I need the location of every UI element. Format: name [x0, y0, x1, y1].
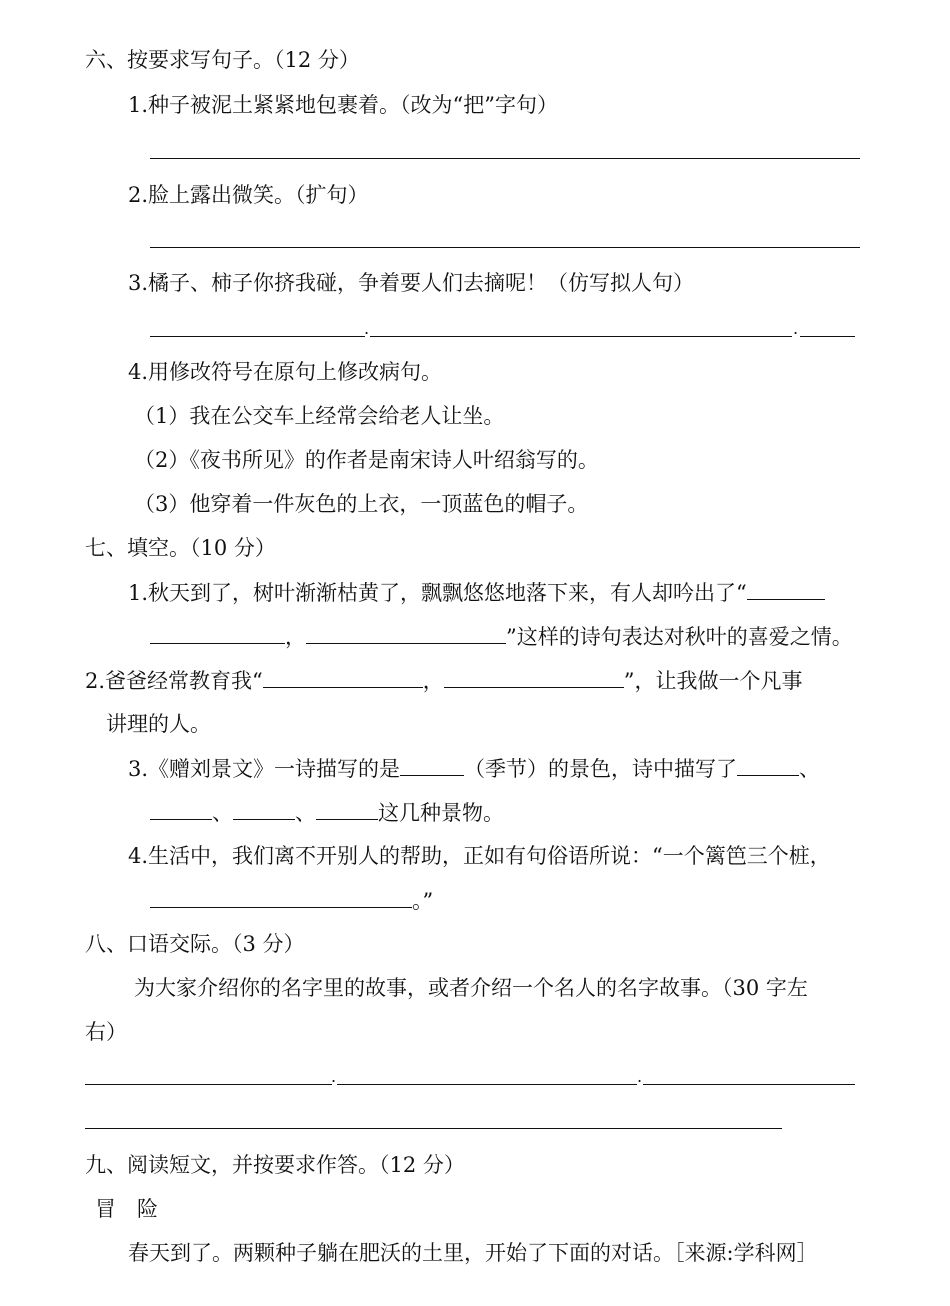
- fill-blank[interactable]: [444, 665, 624, 688]
- answer-line-8-d[interactable]: [85, 1128, 782, 1129]
- fill-blank[interactable]: [150, 797, 212, 820]
- separator-dot: .: [331, 1067, 337, 1086]
- answer-blank-8-b[interactable]: [337, 1084, 637, 1085]
- fill-blank[interactable]: [233, 797, 295, 820]
- question-7-2-line-2: 讲理的人。: [106, 712, 211, 736]
- question-7-4-line-2: 。”: [150, 885, 433, 916]
- fill-blank[interactable]: [150, 621, 285, 644]
- fill-blank[interactable]: [747, 577, 825, 600]
- question-7-4-line-1: 4.生活中，我们离不开别人的帮助，正如有句俗语所说：“一个篱笆三个桩，: [128, 844, 831, 868]
- question-7-1-line-2: ， ”这样的诗句表达对秋叶的喜爱之情。: [150, 621, 853, 652]
- fill-blank[interactable]: [263, 665, 423, 688]
- question-7-3-line-1: 3.《赠刘景文》一诗描写的是 （季节）的景色，诗中描写了 、: [128, 753, 820, 784]
- story-paragraph-1: 春天到了。两颗种子躺在肥沃的土里，开始了下面的对话。［来源:学科网］: [128, 1241, 818, 1265]
- section-7-title: 七、填空。（10 分）: [85, 536, 276, 560]
- fill-blank[interactable]: [316, 797, 378, 820]
- sentence-6-4-2: （2）《夜书所见》的作者是南宋诗人叶绍翁写的。: [134, 448, 599, 472]
- answer-line-6-1[interactable]: [150, 158, 860, 159]
- section-8-prompt-line-1: 为大家介绍你的名字里的故事，或者介绍一个名人的名字故事。（30 字左: [134, 976, 808, 1000]
- sentence-6-4-1: （1）我在公交车上经常会给老人让坐。: [134, 404, 505, 428]
- separator-dot: .: [637, 1067, 643, 1086]
- answer-blank-8-c[interactable]: [643, 1084, 855, 1085]
- question-6-3: 3.橘子、柿子你挤我碰，争着要人们去摘呢！（仿写拟人句）: [128, 271, 695, 295]
- separator-dot: .: [793, 319, 799, 338]
- question-6-2: 2.脸上露出微笑。（扩句）: [128, 183, 369, 207]
- answer-blank-6-3-a[interactable]: [150, 336, 365, 337]
- question-6-4: 4.用修改符号在原句上修改病句。: [128, 360, 443, 384]
- answer-line-6-2[interactable]: [150, 247, 860, 248]
- fill-blank[interactable]: [737, 753, 799, 776]
- fill-blank[interactable]: [306, 621, 506, 644]
- answer-blank-8-a[interactable]: [85, 1084, 332, 1085]
- section-9-title: 九、阅读短文，并按要求作答。（12 分）: [85, 1153, 465, 1177]
- separator-dot: .: [364, 319, 370, 338]
- answer-blank-6-3-b[interactable]: [370, 336, 792, 337]
- sentence-6-4-3: （3）他穿着一件灰色的上衣，一顶蓝色的帽子。: [134, 492, 589, 516]
- fill-blank[interactable]: [150, 885, 412, 908]
- question-7-3-line-2: 、 、 这几种景物。: [150, 797, 504, 828]
- story-title: 冒 险: [95, 1197, 158, 1221]
- section-8-title: 八、口语交际。（3 分）: [85, 932, 305, 956]
- section-8-prompt-line-2: 右）: [85, 1020, 127, 1044]
- question-6-1: 1.种子被泥土紧紧地包裹着。（改为“把”字句）: [128, 93, 559, 117]
- question-7-2-line-1: 2.爸爸经常教育我“ ， ”，让我做一个凡事: [85, 665, 803, 696]
- section-6-title: 六、按要求写句子。（12 分）: [85, 48, 360, 72]
- fill-blank[interactable]: [400, 753, 464, 776]
- answer-blank-6-3-c[interactable]: [800, 336, 855, 337]
- question-7-1-line-1: 1.秋天到了，树叶渐渐枯黄了，飘飘悠悠地落下来，有人却吟出了“: [128, 577, 825, 608]
